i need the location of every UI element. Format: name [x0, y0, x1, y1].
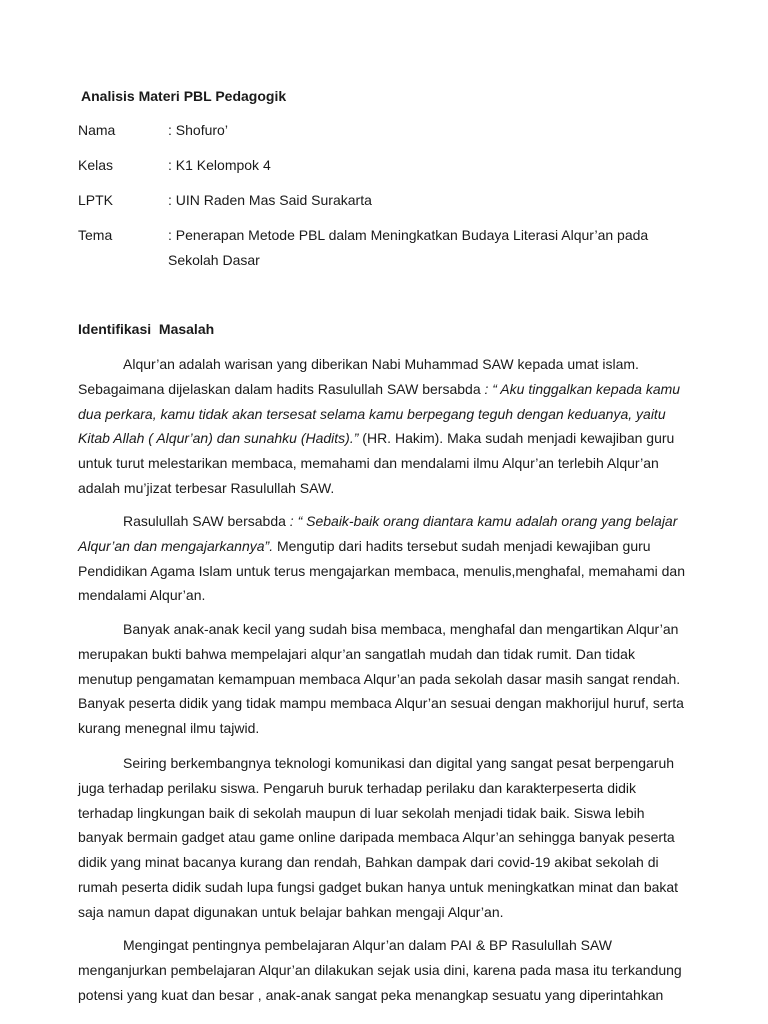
- paragraph-4: [78, 751, 692, 925]
- meta-value: : K1 Kelompok 4: [168, 157, 271, 173]
- section-heading: Identifikasi Masalah: [78, 321, 215, 337]
- paragraph-5: [78, 933, 692, 1007]
- hadith-quote: : “ Sebaik-baik orang diantara kamu adalah orang yang belajar Alqur’an dan mengajarkannya”.: [78, 513, 678, 554]
- meta-label: Nama: [78, 122, 116, 138]
- paragraph-text: Seiring berkembangnya teknologi komunikasi dan digital yang sangat pesat berpengaruh juga terhadap perilaku siswa. Pengaruh buruk terhadap perilaku dan karakterpeserta didik terhadap lingkungan baik di sekolah maupun di luar sekolah menjadi tidak baik. Siswa lebih banyak bermain gadget atau game online daripada membaca Alqur’an sehingga banyak peserta didik yang minat bacanya kurang dan rendah, Bahkan dampak dari covid-19 akibat sekolah di rumah peserta didik sudah lupa fungsi gadget bukan hanya untuk meningkatkan minat dan bakat saja namun dapat digunakan untuk belajar bahkan mengaji Alqur’an.: [78, 755, 679, 920]
- meta-value: : Shofuro’: [168, 122, 228, 138]
- document-title: Analisis Materi PBL Pedagogik: [81, 88, 287, 104]
- paragraph-text: (HR. Hakim). Maka sudah menjadi kewajiban guru untuk turut melestarikan membaca, memahami dan mendalami ilmu Alqur’an terlebih Alqur’an adalah mu’jizat terbesar Rasulullah SAW.: [78, 430, 675, 496]
- paragraph-text: Alqur’an adalah warisan yang diberikan Nabi Muhammad SAW kepada umat islam. Sebagaimana dijelaskan dalam hadits Rasulullah SAW bersabda: [78, 356, 639, 397]
- meta-label: Kelas: [78, 157, 114, 173]
- paragraph-2: [78, 509, 692, 608]
- paragraph-3: [78, 617, 692, 741]
- meta-label: Tema: [78, 227, 113, 243]
- paragraph-text: Banyak anak-anak kecil yang sudah bisa membaca, menghafal dan mengartikan Alqur’an merupakan bukti bahwa mempelajari alqur’an sangatlah mudah dan tidak rumit. Dan tidak menutup pengamatan kemampuan membaca Alqur’an pada sekolah dasar masih sangat rendah. Banyak peserta didik yang tidak mampu membaca Alqur’an sesuai dengan makhorijul huruf, serta kurang menegnal ilmu tajwid.: [78, 621, 684, 737]
- paragraph-text: Mengutip dari hadits tersebut sudah menjadi kewajiban guru Pendidikan Agama Islam untuk terus mengajarkan membaca, menulis,menghafal, memahami dan mendalami Alqur’an.: [78, 537, 685, 604]
- paragraph-text: Rasulullah SAW bersabda: [123, 513, 290, 529]
- meta-value: : UIN Raden Mas Said Surakarta: [168, 192, 372, 208]
- paragraph-1: [78, 352, 692, 501]
- meta-label: LPTK: [78, 192, 114, 208]
- meta-value: : Penerapan Metode PBL dalam Meningkatkan Budaya Literasi Alqur’an pada Sekolah Dasar: [168, 227, 649, 268]
- paragraph-text: Mengingat pentingnya pembelajaran Alqur’an dalam PAI & BP Rasulullah SAW menganjurkan pembelajaran Alqur’an dilakukan sejak usia dini, karena pada masa itu terkandung potensi yang kuat dan besar , anak-anak sangat peka menangkap sesuatu yang diperintahkan: [78, 937, 682, 1003]
- hadith-quote: : “ Aku tinggalkan kepada kamu dua perkara, kamu tidak akan tersesat selama kamu berpegang teguh dengan keduanya, yaitu Kitab Allah ( Alqur’an) dan sunahku (Hadits).”: [78, 380, 681, 447]
